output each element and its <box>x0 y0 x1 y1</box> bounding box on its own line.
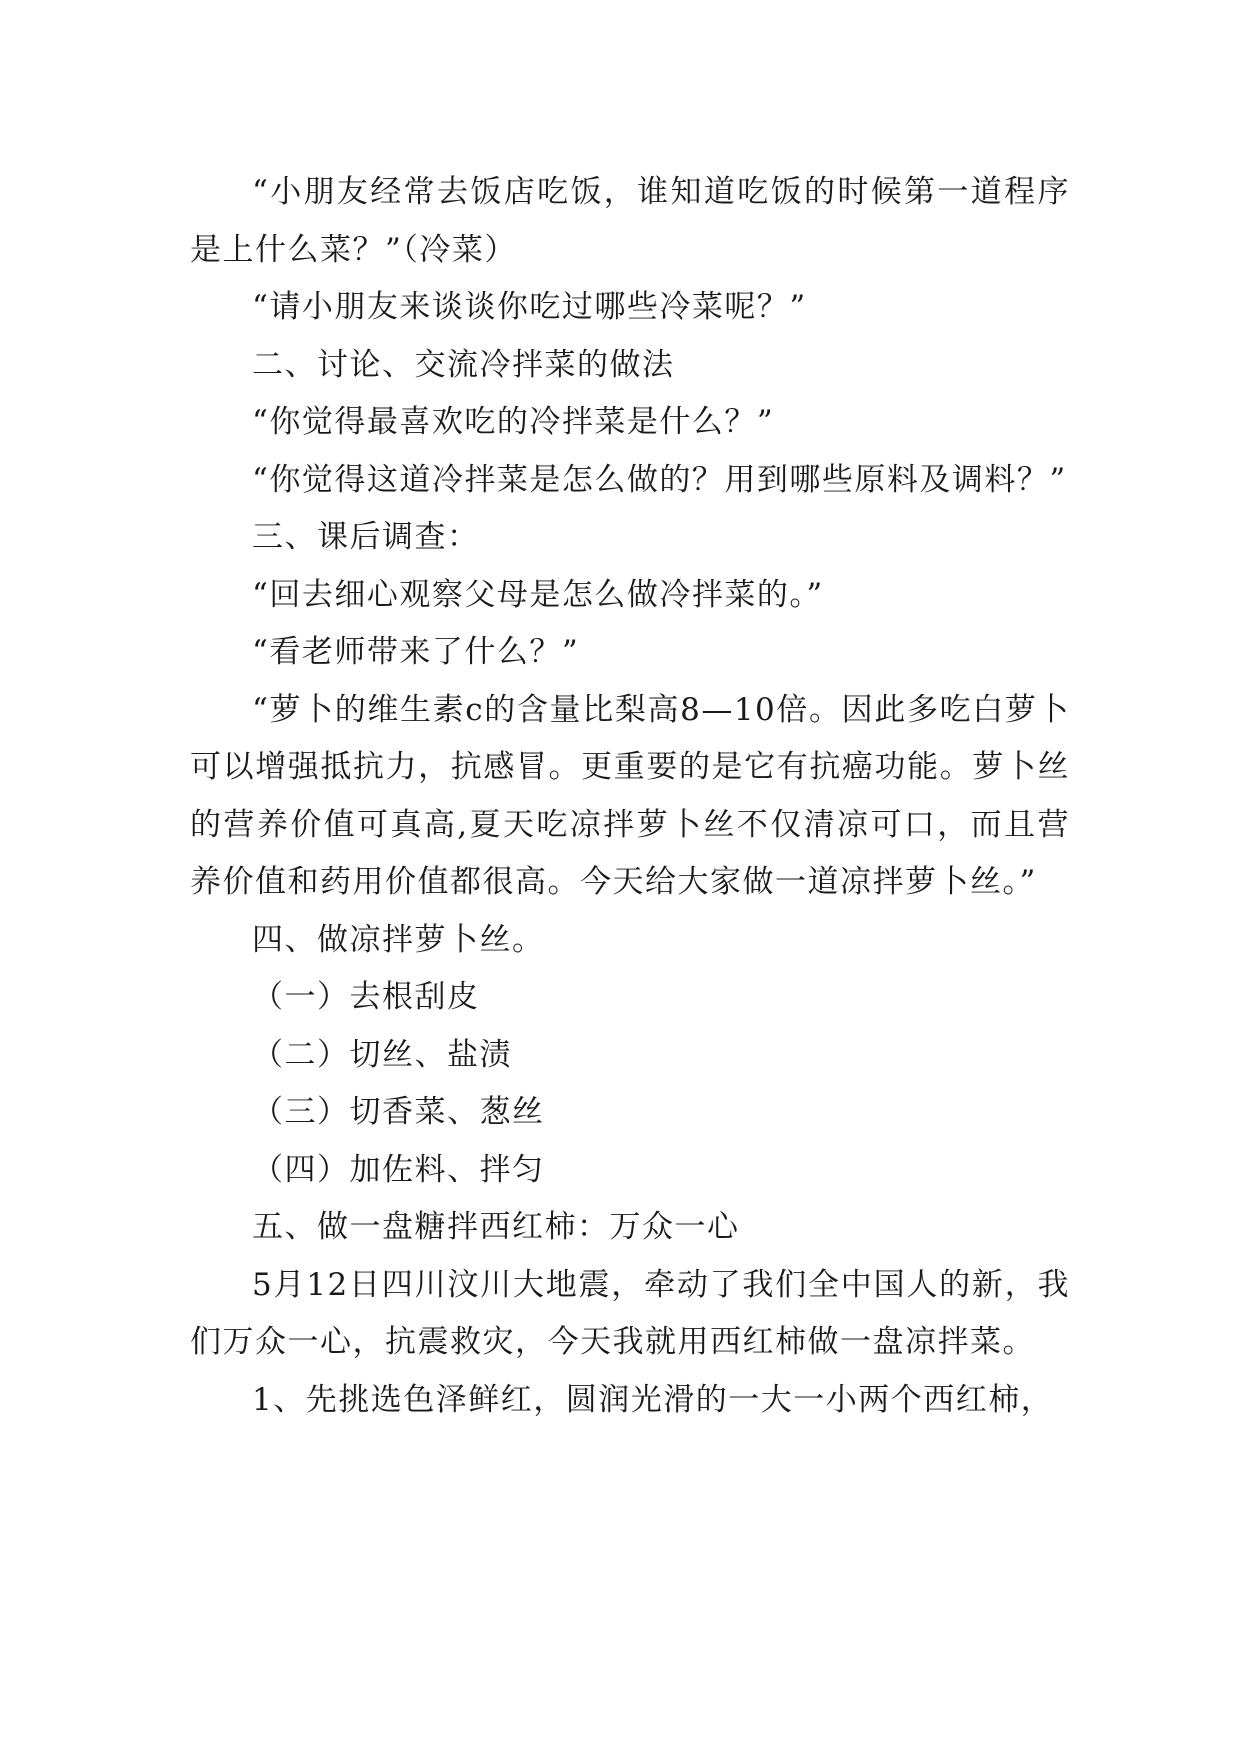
section-heading-discussion: 二、讨论、交流冷拌菜的做法 <box>252 346 675 383</box>
paragraph-select-tomatoes: 1、先挑选色泽鲜红，圆润光滑的一大一小两个西红柿， <box>252 1381 1054 1418</box>
step-item-3: （三）切香菜、葱丝 <box>252 1094 545 1130</box>
paragraph-teacher-brought: “看老师带来了什么？” <box>252 634 580 670</box>
section-heading-survey: 三、课后调查： <box>252 519 480 555</box>
step-item-4: （四）加佐料、拌匀 <box>252 1151 545 1188</box>
step-item-1: （一）去根刮皮 <box>252 979 480 1015</box>
paragraph-radish-nutrition: “萝卜的维生素c的含量比梨高8—10倍。因此多吃白萝卜可以增强抵抗力，抗感冒。更重要的是它有抗癌功能。萝卜丝的营养价值可真高,夏天吃凉拌萝卜丝不仅清凉可口，而且营养价值和药用价值都很高。今天给大家做一道凉拌萝卜丝。” <box>190 691 1070 900</box>
document-body <box>190 164 1070 1429</box>
step-item-2: （二）切丝、盐渍 <box>252 1036 512 1073</box>
paragraph-restaurant-question: “小朋友经常去饭店吃饭，谁知道吃饭的时候第一道程序是上什么菜？”（冷菜） <box>190 174 1070 268</box>
section-heading-make-radish: 四、做凉拌萝卜丝。 <box>252 921 545 958</box>
paragraph-earthquake: 5月12日四川汶川大地震，牵动了我们全中国人的新，我们万众一心，抗震救灾，今天我就用西红柿做一盘凉拌菜。 <box>190 1266 1070 1360</box>
section-heading-tomato: 五、做一盘糖拌西红柿：万众一心 <box>252 1209 740 1245</box>
paragraph-observe-parents: “回去细心观察父母是怎么做冷拌菜的。” <box>252 576 824 613</box>
paragraph-cold-dish-question: “请小朋友来谈谈你吃过哪些冷菜呢？” <box>252 289 807 325</box>
paragraph-favorite-dish-question: “你觉得最喜欢吃的冷拌菜是什么？” <box>252 404 775 440</box>
paragraph-ingredients-question: “你觉得这道冷拌菜是怎么做的？用到哪些原料及调料？” <box>252 461 1067 498</box>
